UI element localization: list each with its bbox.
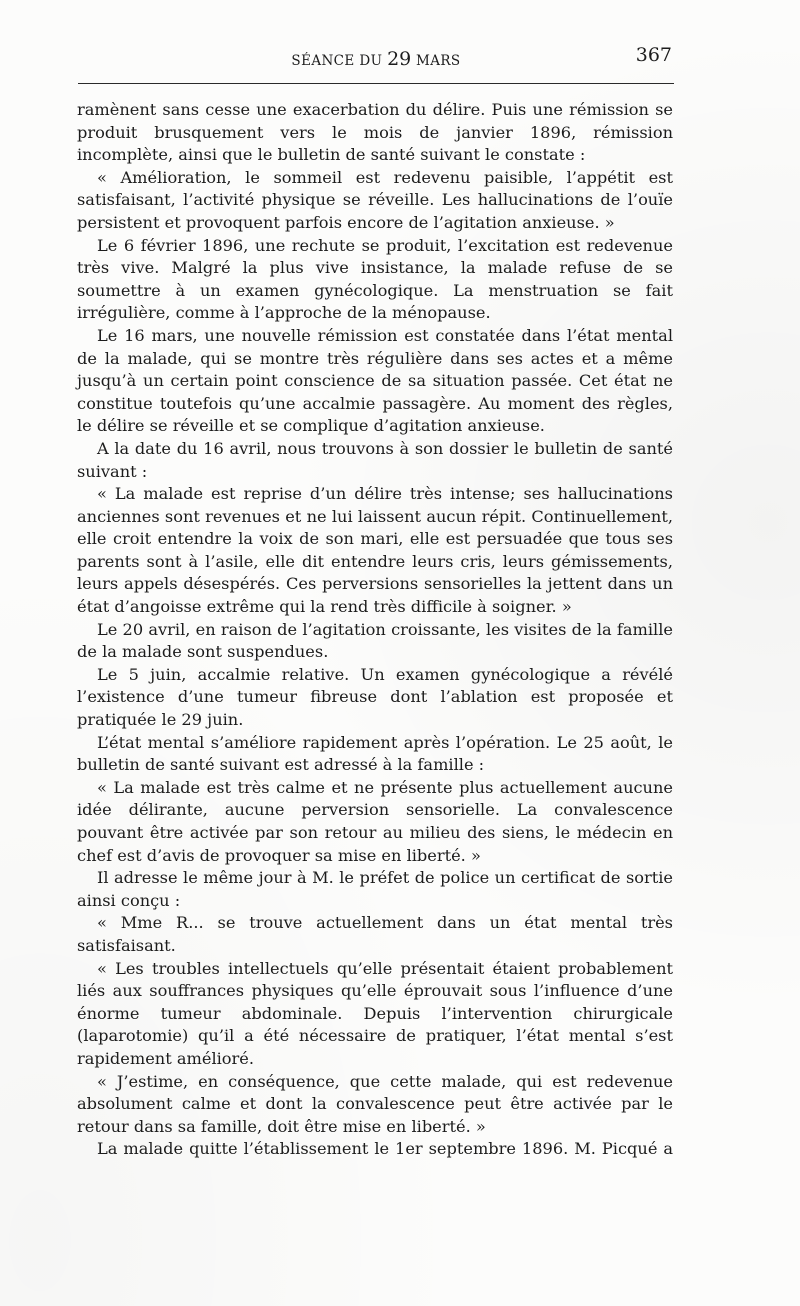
paragraph-february-relapse: Le 6 février 1896, une rechute se produit, l’excitation est redevenue très vive. Malgré la plus vive insistance, la malade refuse de se soumettre à un examen gynécologique. La menstruation se fait irrégulière, comme à l’approche de la ménopause.	[77, 235, 673, 323]
paragraph-visits-suspended: Le 20 avril, en raison de l’agitation croissante, les visites de la famille de la malade sont suspendues.	[77, 619, 673, 662]
paragraph-certificate-3: « J’estime, en conséquence, que cette malade, qui est redevenue absolument calme et dont la convalescence peut être activée par le retour dans sa famille, doit être mise en liberté. »	[77, 1071, 673, 1136]
paragraph-bulletin-january: « Amélioration, le sommeil est redevenu paisible, l’appétit est satisfaisant, l’activité physique se réveille. Les hallucinations de l’ouïe persistent et provoquent parfois encore de l’agitation anxieuse. »	[77, 167, 673, 232]
paragraph-march-remission: Le 16 mars, une nouvelle rémission est constatée dans l’état mental de la malade, qui se montre très régulière dans ses actes et a même jusqu’à un certain point conscience de sa situation passée. Cet état ne constitue toutefois qu’une accalmie passagère. Au moment des règles, le délire se réveille et se complique d’agitation anxieuse.	[77, 325, 673, 436]
header-rule	[78, 83, 674, 84]
paragraph-certificate-1: « Mme R... se trouve actuellement dans un état mental très satisfaisant.	[77, 913, 673, 955]
paragraph-certificate-2: « Les troubles intellectuels qu’elle présentait étaient probablement liés aux souffrances physiques qu’elle éprouvait sous l’influence d’une énorme tumeur abdominale. Depuis l’intervention chirurgicale (laparotomie) qu’il a été nécessaire de pratiquer, l’état mental s’est rapidement amélioré.	[77, 958, 673, 1068]
running-title-day: 29	[387, 48, 412, 70]
running-head	[78, 44, 674, 74]
paragraph-discharge: La malade quitte l’établissement le 1er septembre 1896. M. Picqué a	[97, 1139, 673, 1159]
running-title-prefix: SÉANCE DU	[291, 53, 383, 69]
running-title	[78, 48, 674, 70]
body-text	[77, 99, 673, 1161]
paragraph-bulletin-august: « La malade est très calme et ne présente plus actuellement aucune idée délirante, aucune perversion sensorielle. La convalescence pouvant être activée par son retour au milieu des siens, le médecin en chef est d’avis de provoquer sa mise en liberté. »	[77, 777, 673, 865]
paragraph-post-operation: L’état mental s’améliore rapidement après l’opération. Le 25 août, le bulletin de santé suivant est adressé à la famille :	[77, 732, 673, 775]
page-number: 367	[635, 44, 672, 66]
paragraph-april-dossier: A la date du 16 avril, nous trouvons à son dossier le bulletin de santé suivant :	[77, 438, 673, 481]
paragraph-june-exam: Le 5 juin, accalmie relative. Un examen gynécologique a révélé l’existence d’une tumeur fibreuse dont l’ablation est proposée et pratiquée le 29 juin.	[77, 664, 673, 730]
paragraph-continuation: ramènent sans cesse une exacerbation du délire. Puis une rémission se produit brusquement vers le mois de janvier 1896, rémission incomplète, ainsi que le bulletin de santé suivant le constate :	[77, 100, 673, 165]
running-title-month: MARS	[415, 53, 461, 69]
paragraph-certificate-intro: Il adresse le même jour à M. le préfet de police un certificat de sortie ainsi conçu :	[77, 868, 673, 910]
paragraph-bulletin-april: « La malade est reprise d’un délire très intense; ses hallucinations anciennes sont revenues et ne lui laissent aucun répit. Continuellement, elle croit entendre la voix de son mari, elle est persuadée que tous ses parents sont à l’asile, elle dit entendre leurs cris, leurs gémissements, leurs appels désespérés. Ces perversions sensorielles la jettent dans un état d’angoisse extrême qui la rend très difficile à soigner. »	[77, 484, 673, 617]
